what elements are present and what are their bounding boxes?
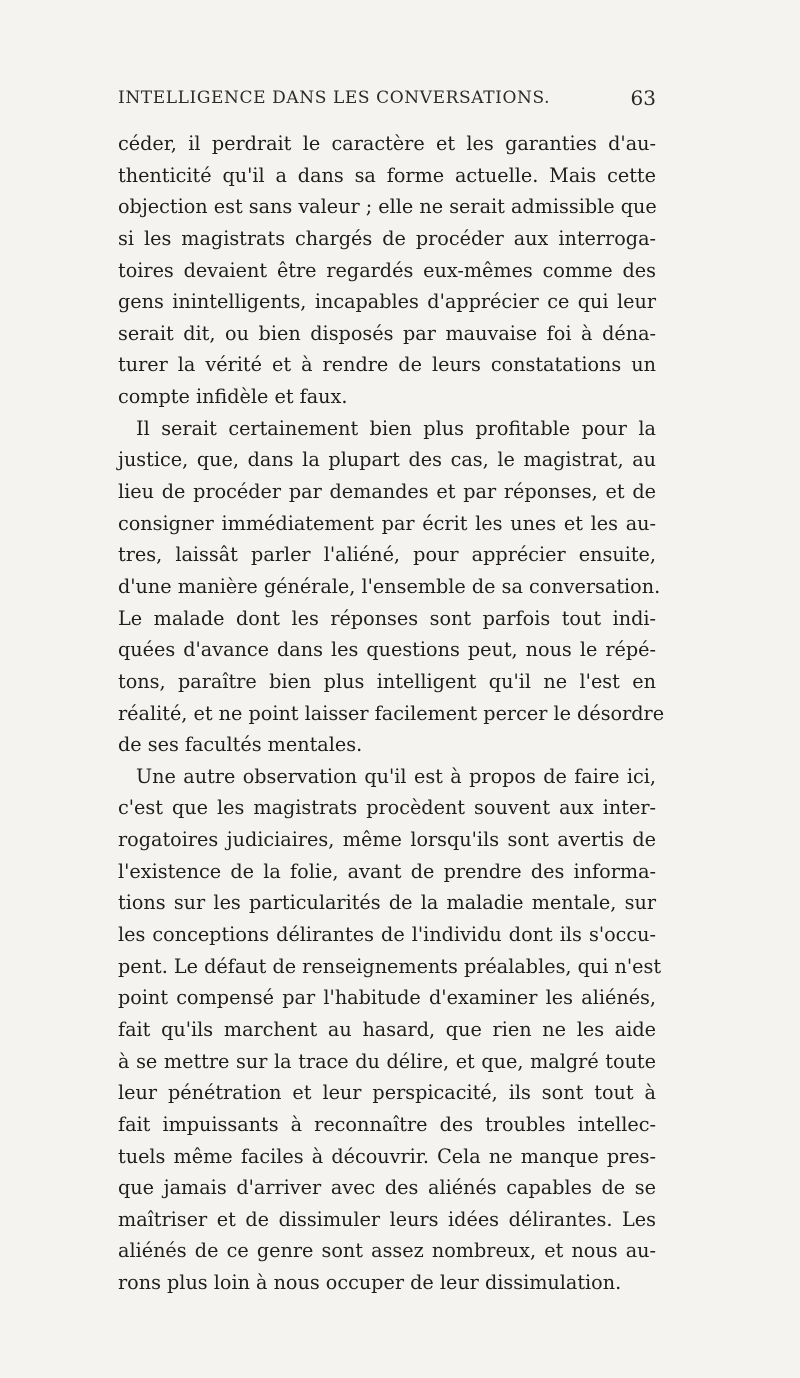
text-line: justice, que, dans la plupart des cas, le magistrat, au [118, 448, 656, 472]
running-title: INTELLIGENCE DANS LES CONVERSATIONS. [118, 88, 551, 108]
page-number: 63 [630, 86, 656, 110]
text-line: Il serait certainement bien plus profitable pour la [136, 416, 656, 440]
text-line: si les magistrats chargés de procéder aux interroga- [118, 226, 656, 250]
text-line: tres, laissât parler l'aliéné, pour apprécier ensuite, [118, 543, 656, 567]
text-line: c'est que les magistrats procèdent souvent aux inter- [118, 796, 656, 820]
text-line: leur pénétration et leur perspicacité, ils sont tout à [118, 1081, 656, 1105]
text-line: quées d'avance dans les questions peut, nous le répé- [118, 638, 656, 662]
text-line: objection est sans valeur ; elle ne serait admissible que [118, 195, 657, 219]
running-head [118, 88, 656, 118]
text-line: que jamais d'arriver avec des aliénés capables de se [118, 1176, 656, 1200]
text-line: à se mettre sur la trace du délire, et que, malgré toute [118, 1049, 656, 1073]
text-line: d'une manière générale, l'ensemble de sa conversation. [118, 574, 661, 598]
text-line: les conceptions délirantes de l'individu dont ils s'occu- [118, 923, 656, 947]
text-line: tuels même faciles à découvrir. Cela ne manque pres- [118, 1144, 656, 1168]
text-line: tons, paraître bien plus intelligent qu'il ne l'est en [118, 669, 656, 693]
text-line: gens inintelligents, incapables d'apprécier ce qui leur [118, 290, 656, 314]
text-line: tions sur les particularités de la maladie mentale, sur [118, 891, 656, 915]
text-line: toires devaient être regardés eux-mêmes comme des [118, 258, 656, 282]
text-line: thenticité qu'il a dans sa forme actuelle. Mais cette [118, 163, 656, 187]
text-line: fait impuissants à reconnaître des troubles intellec- [118, 1112, 656, 1136]
text-line: consigner immédiatement par écrit les unes et les au- [118, 511, 656, 535]
body-text [118, 128, 665, 1299]
text-line: de ses facultés mentales. [118, 733, 363, 757]
text-line: fait qu'ils marchent au hasard, que rien ne les aide [118, 1017, 656, 1041]
text-line: Une autre observation qu'il est à propos de faire ici, [136, 764, 656, 788]
text-line: rogatoires judiciaires, même lorsqu'ils sont avertis de [118, 828, 656, 852]
text-line: serait dit, ou bien disposés par mauvaise foi à déna- [118, 321, 656, 345]
text-line: pent. Le défaut de renseignements préalables, qui n'est [118, 954, 662, 978]
text-line: réalité, et ne point laisser facilement percer le désordre [118, 701, 665, 725]
text-line: Le malade dont les réponses sont parfois tout indi- [118, 606, 656, 630]
text-line: céder, il perdrait le caractère et les garanties d'au- [118, 132, 656, 155]
text-line: compte infidèle et faux. [118, 385, 348, 409]
text-line: turer la vérité et à rendre de leurs constatations un [118, 353, 656, 377]
text-line: maîtriser et de dissimuler leurs idées délirantes. Les [118, 1207, 656, 1231]
text-line: point compensé par l'habitude d'examiner les aliénés, [118, 986, 656, 1010]
text-line: l'existence de la folie, avant de prendre des informa- [118, 859, 656, 883]
text-line: lieu de procéder par demandes et par réponses, et de [118, 480, 656, 504]
text-line: rons plus loin à nous occuper de leur dissimulation. [118, 1271, 622, 1295]
text-line: aliénés de ce genre sont assez nombreux, et nous au- [118, 1239, 656, 1263]
